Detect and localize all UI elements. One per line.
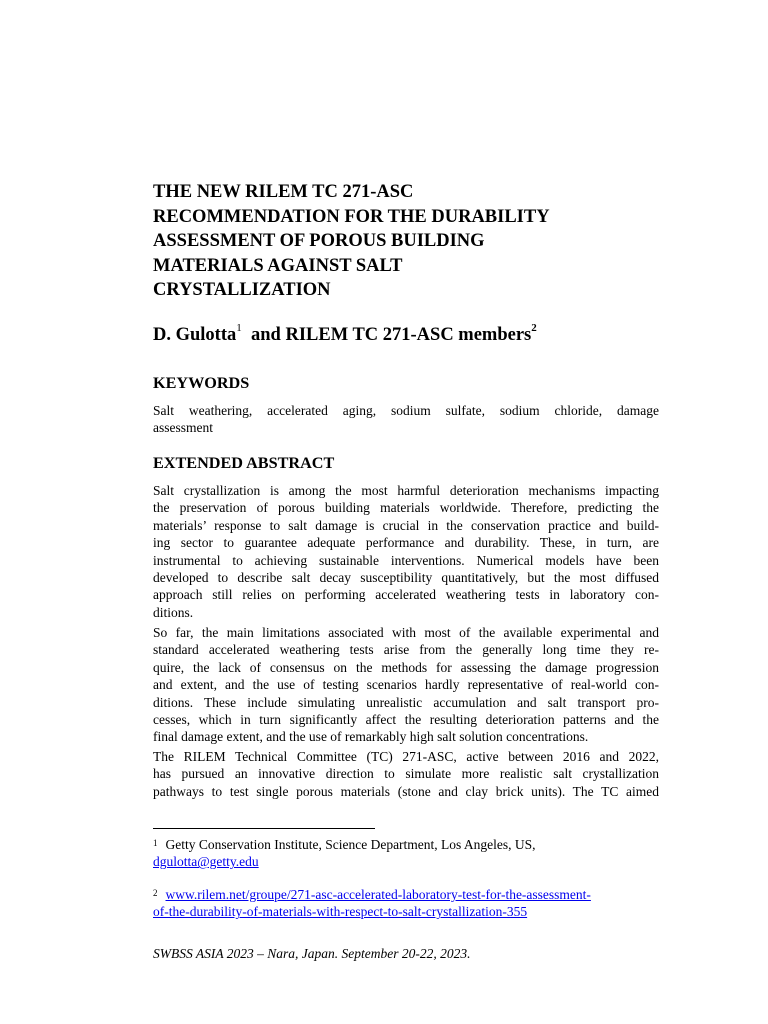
text-line: ditions. [153,604,194,620]
text-line: pathways to test single porous materials (stone and clay brick units). The TC aimed [153,783,659,799]
keywords-heading: KEYWORDS [153,374,250,392]
text-line: approach still relies on performing accelerated weathering tests in laboratory con- [153,587,659,603]
keywords-line: Salt weathering, accelerated aging, sodium sulfate, sodium chloride, damage [153,403,659,418]
title-line: CRYSTALLIZATION [153,280,331,300]
footnote-2-url-link[interactable]: www.rilem.net/groupe/271-asc-accelerated-laboratory-test-for-the-assessment- [165,887,591,902]
text-line: developed to describe salt decay susceptibility quantitatively, but the most diffused [153,570,659,586]
text-line: ing sector to guarantee adequate performance and durability. These, in turn, are [153,535,659,551]
group-affiliation-mark: 2 [531,322,537,334]
title-line: THE NEW RILEM TC 271-ASC [153,182,414,202]
paper-title [153,180,653,303]
text-line: standard accelerated weathering tests arise from the generally long time they re- [153,642,659,658]
title-line: ASSESSMENT OF POROUS BUILDING [153,231,485,251]
author-line [153,322,537,346]
author-affiliation-mark: 1 [236,322,242,334]
text-line: final damage extent, and the use of remarkably high salt solution concentrations. [153,729,589,745]
abstract-paragraph-3 [153,748,659,800]
text-line: instrumental to achieving sustainable interventions. Numerical models have been [153,552,659,568]
text-line: has pursued an innovative direction to simulate more realistic salt crystallization [153,766,659,782]
text-line: The RILEM Technical Committee (TC) 271-ASC, active between 2016 and 2022, [153,749,659,764]
footnote-1-line [153,836,536,853]
text-line: ditions. These include simulating unrealistic accumulation and salt transport pro- [153,694,659,710]
text-line: cesses, which in turn significantly affect the resulting deterioration patterns and the [153,712,659,728]
title-line: RECOMMENDATION FOR THE DURABILITY [153,206,550,227]
abstract-paragraph-2 [153,624,659,746]
text-line: quire, the lack of consensus on the methods for assessing the damage progression [153,659,659,675]
footnote-2-url-link-continued[interactable]: of-the-durability-of-materials-with-respect-to-salt-crystallization-355 [153,904,528,920]
footnote-2-url-line-2 [153,903,591,920]
footnote-2 [153,886,591,921]
footnote-2-mark: 2 [153,888,158,898]
conference-footer: SWBSS ASIA 2023 – Nara, Japan. September 20-22, 2023. [153,946,471,961]
footnote-1-text: Getty Conservation Institute, Science Department, Los Angeles, US, [165,837,536,852]
keywords-line: assessment [153,420,213,436]
footnote-1-email-line [153,853,536,870]
abstract-paragraph-1 [153,482,659,621]
text-line: Salt crystallization is among the most harmful deterioration mechanisms impacting [153,483,659,498]
footnote-1-email-link[interactable]: dgulotta@getty.edu [153,854,259,870]
text-line: and extent, and the use of testing scenarios hardly representative of real-world con- [153,677,659,693]
footnote-2-line [153,886,591,903]
text-line: the preservation of porous building materials worldwide. Therefore, predicting the [153,500,659,516]
abstract-heading: EXTENDED ABSTRACT [153,454,335,472]
footnote-1 [153,836,536,871]
author-name: D. Gulotta [153,325,237,345]
title-line: MATERIALS AGAINST SALT [153,255,403,276]
footnote-1-mark: 1 [153,838,158,848]
footnote-separator [153,828,375,829]
text-line: So far, the main limitations associated with most of the available experimental and [153,625,659,640]
text-line: materials’ response to salt damage is crucial in the conservation practice and build- [153,517,659,533]
keywords-text [153,402,659,437]
author-group: and RILEM TC 271-ASC members [251,325,532,345]
